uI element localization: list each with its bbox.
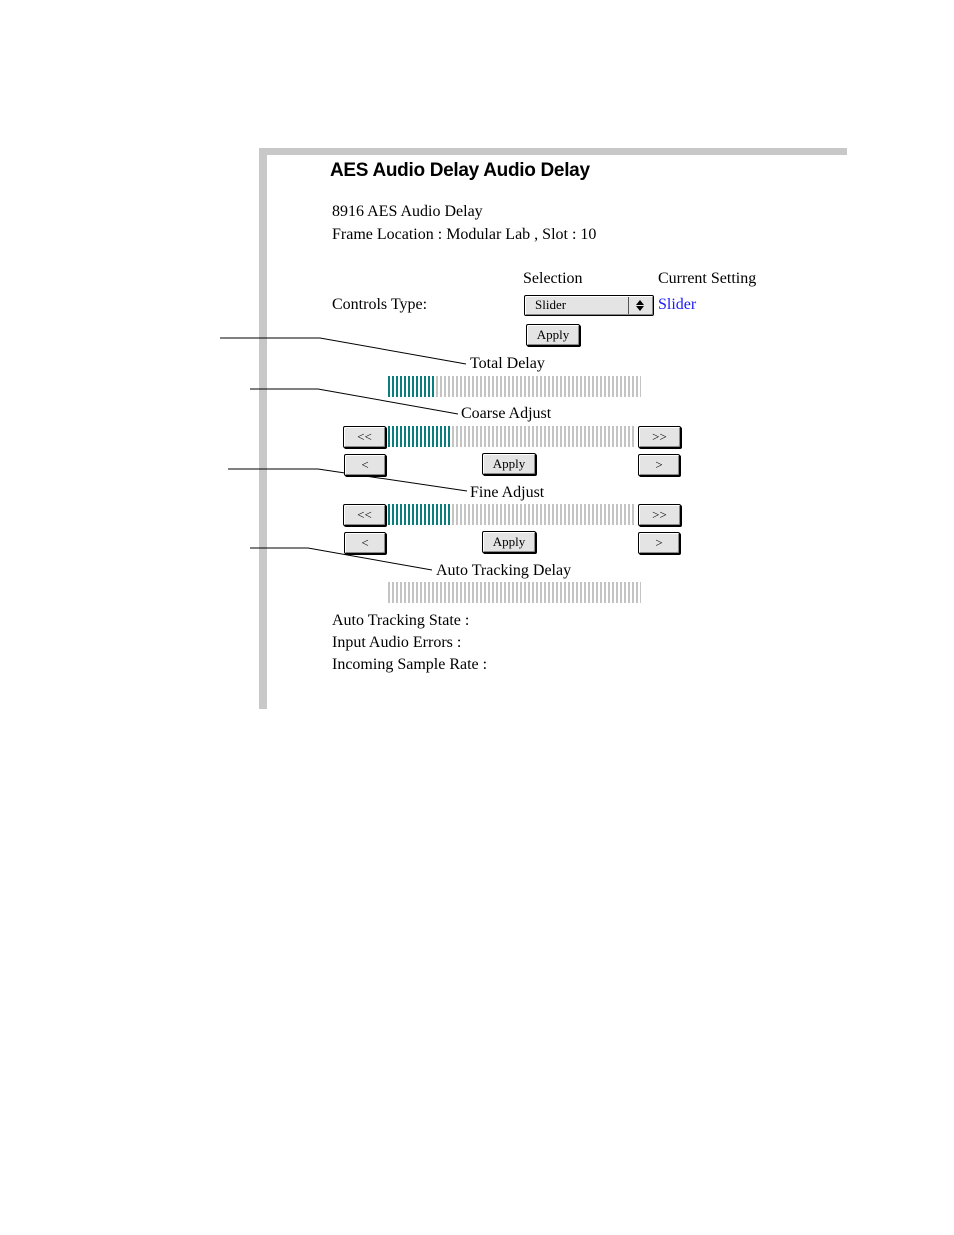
auto-tracking-state: Auto Tracking State : xyxy=(332,612,470,629)
coarse-fast-back-button[interactable]: << xyxy=(343,426,386,448)
selection-header: Selection xyxy=(523,270,583,287)
fine-adjust-fill xyxy=(388,504,452,525)
coarse-step-forward-button[interactable]: > xyxy=(638,454,680,476)
coarse-adjust-slider[interactable] xyxy=(388,426,636,447)
current-setting-link[interactable]: Slider xyxy=(658,296,697,313)
fine-adjust-label: Fine Adjust xyxy=(470,484,545,501)
incoming-sample-rate: Incoming Sample Rate : xyxy=(332,656,488,673)
page-title: AES Audio Delay Audio Delay xyxy=(330,160,590,181)
fine-apply-button[interactable]: Apply xyxy=(482,531,536,553)
select-arrows-icon xyxy=(628,297,651,314)
total-delay-meter xyxy=(388,376,641,397)
callout-auto-tracking xyxy=(250,548,432,570)
fine-step-back-button[interactable]: < xyxy=(344,532,386,554)
controls-type-select-value: Slider xyxy=(535,297,567,312)
total-delay-label: Total Delay xyxy=(470,355,545,372)
fine-fast-back-button[interactable]: << xyxy=(343,504,386,526)
callout-total-delay xyxy=(220,338,466,364)
coarse-step-back-button[interactable]: < xyxy=(344,454,386,476)
fine-fast-forward-button[interactable]: >> xyxy=(638,504,681,526)
input-audio-errors: Input Audio Errors : xyxy=(332,634,462,651)
device-name: 8916 AES Audio Delay xyxy=(332,203,483,220)
auto-tracking-delay-meter xyxy=(388,582,641,603)
auto-tracking-delay-label: Auto Tracking Delay xyxy=(436,562,572,579)
frame-location: Frame Location : Modular Lab , Slot : 10 xyxy=(332,226,597,243)
controls-apply-button[interactable]: Apply xyxy=(526,324,580,346)
coarse-apply-button[interactable]: Apply xyxy=(482,453,536,475)
controls-type-label: Controls Type: xyxy=(332,296,428,313)
current-setting-header: Current Setting xyxy=(658,270,757,287)
coarse-adjust-fill xyxy=(388,426,452,447)
controls-type-select[interactable] xyxy=(524,295,654,316)
coarse-fast-forward-button[interactable]: >> xyxy=(638,426,681,448)
total-delay-fill xyxy=(388,376,434,397)
coarse-adjust-label: Coarse Adjust xyxy=(461,405,552,422)
fine-adjust-slider[interactable] xyxy=(388,504,636,525)
fine-step-forward-button[interactable]: > xyxy=(638,532,680,554)
